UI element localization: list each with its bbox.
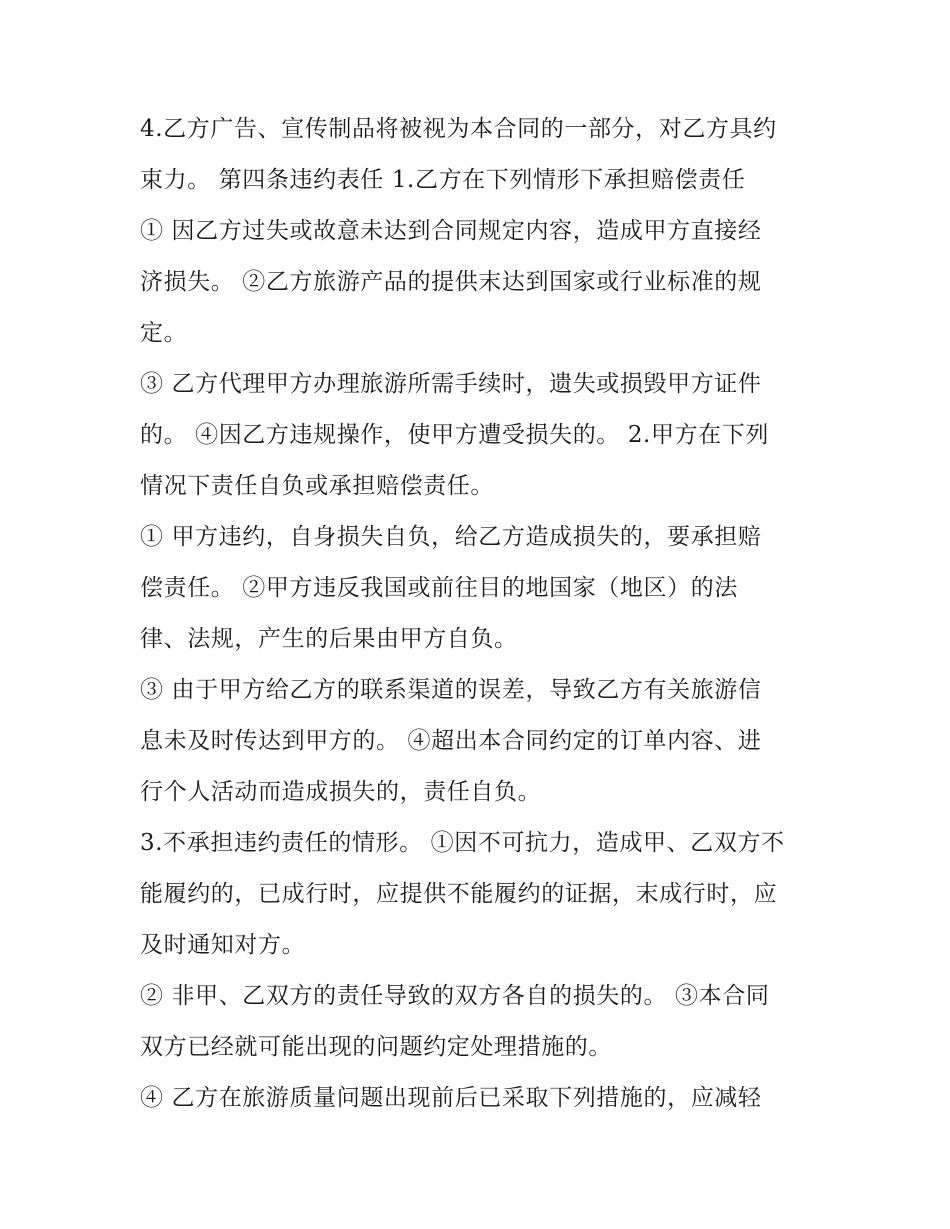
- text-line: ③ 由于甲方给乙方的联系渠道的误差，导致乙方有关旅游信: [140, 677, 762, 703]
- document-body: [140, 104, 820, 1124]
- text-line: 3.不承担违约责任的情形。 ①因不可抗力，造成甲、乙双方不: [140, 830, 785, 856]
- text-line: 双方已经就可能出现的问题约定处理措施的。: [140, 1034, 612, 1060]
- text-line: 息未及时传达到甲方的。 ④超出本合同约定的订单内容、进: [140, 728, 762, 754]
- text-line: 及时通知对方。: [140, 932, 306, 958]
- text-line: 情况下责任自负或承担赔偿责任。: [140, 473, 494, 499]
- text-line: 束力。 第四条违约表任 1.乙方在下列情形下承担赔偿责任: [140, 167, 746, 193]
- text-line: 行个人活动而造成损失的，责任自负。: [140, 779, 542, 805]
- text-line: 能履约的，已成行时，应提供不能履约的证据，末成行时，应: [140, 881, 778, 907]
- text-line: ③ 乙方代理甲方办理旅游所需手续时，遗失或损毁甲方证件: [140, 371, 762, 397]
- text-line: 4.乙方广告、宣传制品将被视为本合同的一部分，对乙方具约: [140, 116, 777, 142]
- text-line: ① 因乙方过失或故意未达到合同规定内容，造成甲方直接经: [140, 218, 762, 244]
- text-line: 济损失。 ②乙方旅游产品的提供末达到国家或行业标准的规: [140, 269, 762, 295]
- text-line: 的。 ④因乙方违规操作，使甲方遭受损失的。 2.甲方在下列: [140, 422, 769, 448]
- text-line: 律、法规，产生的后果由甲方自负。: [140, 626, 518, 652]
- text-line: 定。: [140, 320, 188, 346]
- text-line: ④ 乙方在旅游质量问题出现前后已采取下列措施的，应减轻: [140, 1085, 762, 1111]
- text-line: ① 甲方违约，自身损失自负，给乙方造成损失的，要承担赔: [140, 524, 762, 550]
- text-line: 偿责任。 ②甲方违反我国或前往目的地国家（地区）的法: [140, 575, 738, 601]
- text-line: ② 非甲、乙双方的责任导致的双方各自的损失的。 ③本合同: [140, 983, 770, 1009]
